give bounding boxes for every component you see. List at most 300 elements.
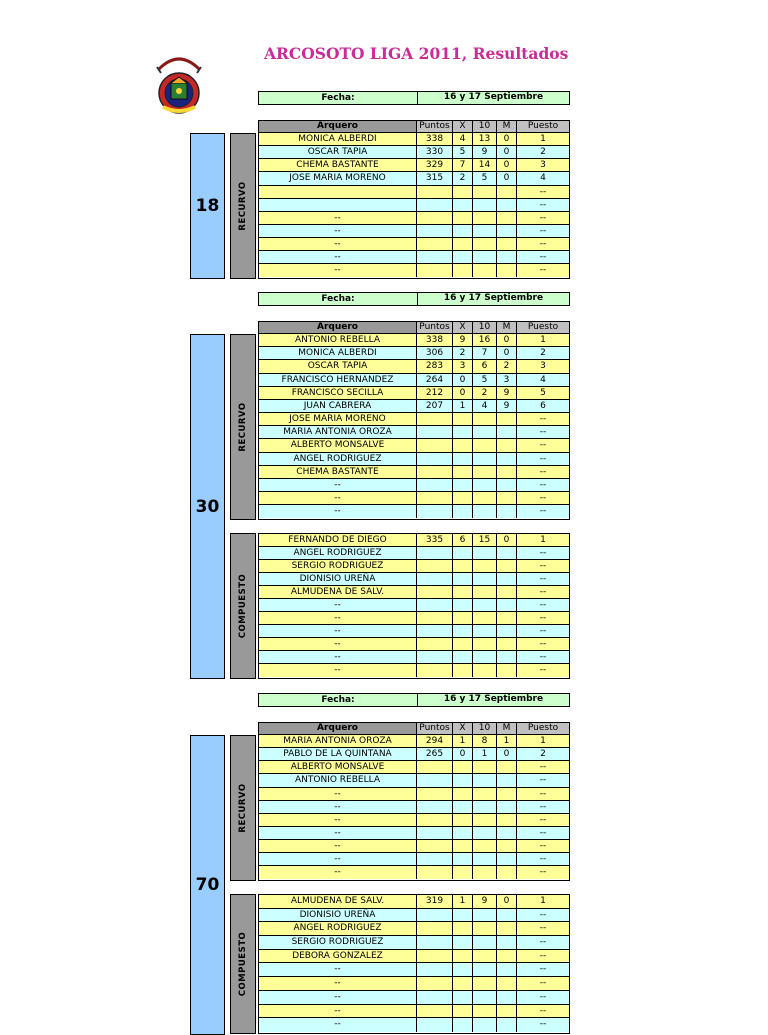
table-row	[259, 599, 569, 612]
cell-10: 9	[473, 146, 497, 158]
cell-puntos	[417, 977, 453, 990]
cell-puntos	[417, 761, 453, 773]
cell-10	[473, 853, 497, 865]
cell-arquero: MARIA ANTONIA OROZA	[259, 735, 417, 747]
cell-10	[473, 479, 497, 491]
table-header	[258, 120, 570, 133]
cell-10: 14	[473, 159, 497, 171]
table-row	[259, 586, 569, 599]
cell-10	[473, 963, 497, 976]
cell-puesto: --	[539, 841, 547, 851]
cell-x	[453, 599, 473, 611]
fecha-value: 16 y 17 Septiembre	[443, 92, 544, 102]
cell-puntos: 335	[417, 534, 453, 546]
cell-m	[497, 212, 517, 224]
cell-x	[453, 840, 473, 852]
cell-puntos	[417, 922, 453, 935]
cell-arquero: PABLO DE LA QUINTANA	[259, 748, 417, 760]
cell-puesto: --	[539, 964, 547, 975]
table-row	[259, 1005, 569, 1019]
header-x: X	[453, 121, 473, 132]
table-row	[259, 400, 569, 413]
cell-puesto: --	[539, 239, 547, 249]
table-row	[259, 625, 569, 638]
cell-10	[473, 866, 497, 879]
header-arquero: Arquero	[259, 723, 417, 734]
cell-arquero: --	[259, 638, 417, 650]
cell-arquero: --	[259, 801, 417, 813]
cell-x	[453, 950, 473, 963]
results-table	[258, 133, 570, 279]
table-row	[259, 374, 569, 387]
cell-x	[453, 560, 473, 572]
table-row	[259, 360, 569, 373]
cell-puesto: 4	[540, 173, 546, 184]
cell-10	[473, 560, 497, 572]
cell-arquero: MONICA ALBERDI	[259, 133, 417, 145]
cell-puntos	[417, 453, 453, 465]
cell-x	[453, 479, 473, 491]
cell-arquero: --	[259, 1005, 417, 1018]
cell-10	[473, 761, 497, 773]
club-crest-logo	[153, 51, 205, 117]
cell-10	[473, 909, 497, 922]
table-row	[259, 735, 569, 748]
results-table	[258, 533, 570, 679]
cell-m: 9	[497, 387, 517, 399]
cell-x	[453, 186, 473, 198]
results-table	[258, 334, 570, 520]
table-row	[259, 761, 569, 774]
cell-m	[497, 264, 517, 277]
cell-x	[453, 199, 473, 211]
cell-puntos	[417, 573, 453, 585]
cell-m	[497, 625, 517, 637]
cell-puntos	[417, 225, 453, 237]
cell-arquero: --	[259, 866, 417, 879]
cell-puesto: --	[539, 548, 547, 558]
table-row	[259, 909, 569, 923]
header-puntos: Puntos	[417, 121, 453, 132]
table-row	[259, 534, 569, 547]
cell-10	[473, 426, 497, 438]
cell-puesto: --	[539, 950, 547, 961]
cell-m	[497, 599, 517, 611]
cell-puesto: 3	[540, 160, 546, 171]
cell-m	[497, 814, 517, 826]
cell-arquero: DIONISIO UREÑA	[259, 909, 417, 922]
cell-m	[497, 453, 517, 465]
table-row	[259, 991, 569, 1005]
cell-puntos	[417, 801, 453, 813]
cell-puntos	[417, 651, 453, 663]
cell-arquero	[259, 186, 417, 198]
cell-10	[473, 547, 497, 559]
cell-x	[453, 439, 473, 451]
cell-puesto: --	[539, 775, 547, 786]
cell-x	[453, 426, 473, 438]
cell-10	[473, 199, 497, 211]
cell-puntos: 330	[417, 146, 453, 158]
table-row	[259, 936, 569, 950]
cell-puntos	[417, 439, 453, 451]
cell-puntos: 338	[417, 334, 453, 346]
header-puntos: Puntos	[417, 723, 453, 734]
cell-puntos	[417, 547, 453, 559]
cell-10: 4	[473, 400, 497, 412]
cell-puntos: 265	[417, 748, 453, 760]
table-row	[259, 212, 569, 225]
cell-puesto: --	[539, 1019, 547, 1030]
header-m: M	[497, 322, 517, 333]
cell-arquero: --	[259, 212, 417, 224]
cell-arquero: --	[259, 963, 417, 976]
table-row	[259, 264, 569, 277]
cell-10	[473, 599, 497, 611]
cell-puesto: --	[539, 225, 547, 236]
table-row	[259, 492, 569, 505]
cell-puesto: --	[539, 978, 547, 989]
cell-m	[497, 560, 517, 572]
cell-x: 0	[453, 374, 473, 386]
cell-m	[497, 1018, 517, 1032]
division-label: COMPUESTO	[238, 931, 248, 997]
table-header	[258, 321, 570, 334]
cell-x	[453, 225, 473, 237]
cell-arquero: --	[259, 853, 417, 865]
header-diez: 10	[473, 121, 497, 132]
cell-x	[453, 212, 473, 224]
cell-10	[473, 1018, 497, 1032]
cell-puntos	[417, 638, 453, 650]
header-diez: 10	[473, 723, 497, 734]
cell-10	[473, 251, 497, 263]
cell-puesto: 1	[540, 535, 546, 545]
cell-puesto: --	[539, 652, 547, 662]
division-label: RECURVO	[238, 181, 248, 231]
table-row	[259, 347, 569, 360]
cell-x	[453, 547, 473, 559]
cell-m	[497, 761, 517, 773]
cell-x: 9	[453, 334, 473, 346]
cell-puesto: --	[539, 665, 547, 675]
cell-arquero: --	[259, 612, 417, 624]
cell-m	[497, 466, 517, 478]
cell-puesto: --	[539, 814, 547, 825]
table-row	[259, 651, 569, 664]
cell-puesto: 6	[540, 400, 546, 411]
cell-puesto: --	[539, 199, 547, 210]
cell-arquero: --	[259, 840, 417, 852]
fecha-row	[258, 292, 570, 306]
cell-10	[473, 950, 497, 963]
table-row	[259, 866, 569, 879]
cell-arquero: OSCAR TAPIA	[259, 146, 417, 158]
cell-m: 3	[497, 374, 517, 386]
table-row	[259, 251, 569, 264]
cell-puesto: --	[539, 937, 547, 948]
cell-puntos	[417, 426, 453, 438]
table-row	[259, 853, 569, 866]
cell-x: 6	[453, 534, 473, 546]
cell-10: 5	[473, 172, 497, 184]
division-label: RECURVO	[238, 402, 248, 452]
cell-m	[497, 492, 517, 504]
cell-arquero: DIONISIO UREÑA	[259, 573, 417, 585]
cell-x: 2	[453, 172, 473, 184]
table-row	[259, 827, 569, 840]
cell-puntos	[417, 909, 453, 922]
cell-x	[453, 664, 473, 677]
table-row	[259, 922, 569, 936]
cell-10	[473, 238, 497, 250]
cell-puntos	[417, 466, 453, 478]
cell-m	[497, 936, 517, 949]
cell-10	[473, 186, 497, 198]
table-row	[259, 505, 569, 518]
cell-puesto: --	[539, 427, 547, 438]
cell-puntos	[417, 238, 453, 250]
cell-x: 1	[453, 400, 473, 412]
cell-arquero: --	[259, 479, 417, 491]
cell-m	[497, 950, 517, 963]
cell-10	[473, 922, 497, 935]
cell-x	[453, 801, 473, 813]
cell-x	[453, 413, 473, 425]
cell-10	[473, 840, 497, 852]
cell-m	[497, 505, 517, 518]
table-row	[259, 426, 569, 439]
cell-puesto: 1	[540, 736, 546, 746]
cell-10: 13	[473, 133, 497, 145]
cell-arquero: OSCAR TAPIA	[259, 360, 417, 372]
cell-puesto: --	[539, 909, 547, 920]
cell-puesto: 4	[540, 374, 546, 385]
cell-puntos	[417, 586, 453, 598]
cell-10	[473, 453, 497, 465]
cell-x	[453, 1005, 473, 1018]
cell-puntos	[417, 774, 453, 786]
cell-arquero: --	[259, 664, 417, 677]
cell-m	[497, 225, 517, 237]
fecha-label: Fecha:	[259, 293, 418, 305]
cell-puesto: --	[539, 639, 547, 649]
table-row	[259, 560, 569, 573]
cell-x	[453, 651, 473, 663]
cell-10	[473, 466, 497, 478]
cell-arquero: --	[259, 264, 417, 277]
cell-arquero: FRANCISCO HERNANDEZ	[259, 374, 417, 386]
cell-puesto: --	[539, 506, 547, 517]
table-row	[259, 238, 569, 251]
cell-arquero: --	[259, 1018, 417, 1032]
table-row	[259, 801, 569, 814]
cell-puntos: 294	[417, 735, 453, 747]
cell-arquero: SERGIO RODRIGUEZ	[259, 936, 417, 949]
cell-puntos	[417, 186, 453, 198]
cell-m	[497, 638, 517, 650]
table-row	[259, 413, 569, 426]
cell-arquero	[259, 199, 417, 211]
cell-m: 0	[497, 347, 517, 359]
cell-10	[473, 225, 497, 237]
cell-arquero: CHEMA BASTANTE	[259, 159, 417, 171]
table-row	[259, 479, 569, 492]
cell-10: 16	[473, 334, 497, 346]
table-row	[259, 199, 569, 212]
cell-x: 1	[453, 735, 473, 747]
cell-puntos	[417, 991, 453, 1004]
cell-puesto: --	[539, 923, 547, 934]
cell-puesto: --	[539, 788, 547, 799]
cell-arquero: --	[259, 492, 417, 504]
header-x: X	[453, 723, 473, 734]
table-row	[259, 453, 569, 466]
cell-arquero: --	[259, 977, 417, 990]
cell-10	[473, 625, 497, 637]
header-puesto: Puesto	[517, 723, 569, 734]
table-row	[259, 172, 569, 185]
cell-x	[453, 251, 473, 263]
cell-m	[497, 664, 517, 677]
cell-x: 4	[453, 133, 473, 145]
cell-puesto: 2	[540, 147, 546, 158]
cell-puntos	[417, 199, 453, 211]
cell-puesto: --	[539, 1005, 547, 1016]
cell-m	[497, 853, 517, 865]
cell-puntos	[417, 413, 453, 425]
cell-m: 0	[497, 748, 517, 760]
cell-puesto: --	[539, 252, 547, 263]
cell-puntos: 283	[417, 360, 453, 372]
cell-x	[453, 788, 473, 800]
cell-arquero: ALBERTO MONSALVE	[259, 439, 417, 451]
division-label-box	[230, 894, 256, 1034]
cell-puesto: --	[539, 265, 547, 276]
cell-m: 0	[497, 334, 517, 346]
table-row	[259, 664, 569, 677]
distance-label: 18	[190, 133, 225, 279]
cell-puesto: --	[539, 827, 547, 838]
table-row	[259, 466, 569, 479]
cell-m: 0	[497, 146, 517, 158]
table-row	[259, 1018, 569, 1032]
fecha-row	[258, 693, 570, 707]
cell-x	[453, 963, 473, 976]
fecha-value: 16 y 17 Septiembre	[443, 293, 544, 303]
cell-puesto: --	[539, 613, 547, 623]
cell-m: 0	[497, 895, 517, 908]
cell-m	[497, 547, 517, 559]
fecha-row	[258, 91, 570, 105]
cell-m	[497, 963, 517, 976]
table-row	[259, 748, 569, 761]
cell-arquero: ANGEL RODRIGUEZ	[259, 922, 417, 935]
cell-arquero: ALMUDENA DE SALV.	[259, 895, 417, 908]
cell-x	[453, 827, 473, 839]
cell-x	[453, 991, 473, 1004]
cell-puesto: 1	[540, 335, 546, 345]
cell-x	[453, 264, 473, 277]
cell-arquero: FERNANDO DE DIEGO	[259, 534, 417, 546]
cell-x	[453, 1018, 473, 1032]
cell-arquero: ANTONIO REBELLA	[259, 334, 417, 346]
cell-puesto: --	[539, 762, 547, 773]
cell-m	[497, 612, 517, 624]
header-puesto: Puesto	[517, 121, 569, 132]
table-row	[259, 895, 569, 909]
cell-m	[497, 586, 517, 598]
cell-x	[453, 909, 473, 922]
table-row	[259, 387, 569, 400]
cell-m	[497, 1005, 517, 1018]
cell-10: 7	[473, 347, 497, 359]
fecha-label: Fecha:	[259, 694, 418, 706]
table-row	[259, 612, 569, 625]
cell-puntos	[417, 612, 453, 624]
table-row	[259, 840, 569, 853]
cell-10	[473, 651, 497, 663]
cell-10	[473, 788, 497, 800]
cell-10	[473, 827, 497, 839]
cell-x: 1	[453, 895, 473, 908]
cell-puesto: 3	[540, 361, 546, 372]
table-row	[259, 977, 569, 991]
cell-puesto: --	[539, 479, 547, 490]
cell-m	[497, 413, 517, 425]
cell-x	[453, 586, 473, 598]
cell-puntos: 306	[417, 347, 453, 359]
cell-puesto: --	[539, 854, 547, 865]
cell-10	[473, 1005, 497, 1018]
cell-puntos	[417, 599, 453, 611]
cell-puntos	[417, 827, 453, 839]
cell-x: 2	[453, 347, 473, 359]
cell-m: 2	[497, 360, 517, 372]
cell-arquero: --	[259, 788, 417, 800]
header-x: X	[453, 322, 473, 333]
cell-m: 9	[497, 400, 517, 412]
cell-10	[473, 413, 497, 425]
cell-puntos	[417, 814, 453, 826]
cell-x: 0	[453, 748, 473, 760]
cell-m	[497, 774, 517, 786]
cell-10	[473, 439, 497, 451]
cell-arquero: ANTONIO REBELLA	[259, 774, 417, 786]
cell-m	[497, 439, 517, 451]
table-row	[259, 788, 569, 801]
cell-m: 0	[497, 159, 517, 171]
cell-puesto: --	[539, 493, 547, 504]
table-row	[259, 186, 569, 199]
cell-x	[453, 466, 473, 478]
cell-m	[497, 801, 517, 813]
cell-10	[473, 573, 497, 585]
cell-m: 0	[497, 534, 517, 546]
table-row	[259, 439, 569, 452]
cell-arquero: JOSE MARIA MORENO	[259, 413, 417, 425]
cell-puesto: --	[539, 801, 547, 812]
cell-x	[453, 814, 473, 826]
header-m: M	[497, 121, 517, 132]
cell-m	[497, 922, 517, 935]
table-row	[259, 133, 569, 146]
cell-10	[473, 801, 497, 813]
results-table	[258, 735, 570, 881]
cell-puntos: 319	[417, 895, 453, 908]
cell-10: 2	[473, 387, 497, 399]
cell-puntos	[417, 560, 453, 572]
